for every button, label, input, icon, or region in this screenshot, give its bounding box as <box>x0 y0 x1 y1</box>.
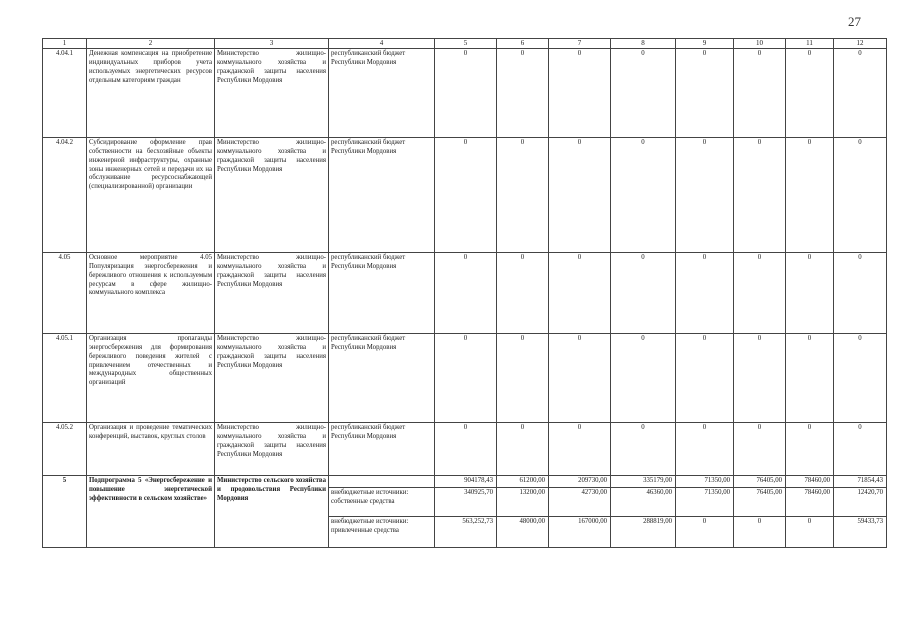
page-number: 27 <box>848 14 861 29</box>
subprogram-value: 0 <box>734 517 786 548</box>
subprogram-row-total <box>43 476 887 488</box>
subprogram-value: 13200,00 <box>497 488 549 517</box>
row-value: 0 <box>786 49 834 138</box>
subprogram-value: 42730,00 <box>549 488 611 517</box>
row-value: 0 <box>435 138 497 253</box>
column-header: 6 <box>497 39 549 49</box>
subprogram-value: 288819,00 <box>611 517 676 548</box>
row-value: 0 <box>834 49 887 138</box>
subprogram-value: 59433,73 <box>834 517 887 548</box>
column-header: 9 <box>676 39 734 49</box>
row-value: 0 <box>786 423 834 476</box>
subprogram-value: 563,252,73 <box>435 517 497 548</box>
row-value: 0 <box>611 253 676 334</box>
row-executor: Министерство жилищно-коммунального хозяйства и гражданской защиты населения Республики Мордовия <box>215 334 329 423</box>
subprogram-value: 0 <box>786 517 834 548</box>
column-header: 2 <box>87 39 215 49</box>
subprogram-value: 76405,00 <box>734 488 786 517</box>
subprogram-value: 78460,00 <box>786 476 834 488</box>
row-value: 0 <box>834 334 887 423</box>
row-source: республиканский бюджет Республики Мордовия <box>329 334 435 423</box>
row-source: республиканский бюджет Республики Мордовия <box>329 423 435 476</box>
row-value: 0 <box>611 423 676 476</box>
subprogram-value: 71350,00 <box>676 488 734 517</box>
subprogram-source <box>329 476 435 488</box>
row-code: 4.05 <box>43 253 87 334</box>
subprogram-value: 0 <box>676 517 734 548</box>
row-value: 0 <box>435 423 497 476</box>
row-value: 0 <box>786 334 834 423</box>
row-value: 0 <box>786 138 834 253</box>
subprogram-value: 71350,00 <box>676 476 734 488</box>
row-value: 0 <box>611 334 676 423</box>
column-header: 11 <box>786 39 834 49</box>
row-code: 4.05.1 <box>43 334 87 423</box>
subprogram-value: 335179,00 <box>611 476 676 488</box>
column-header: 1 <box>43 39 87 49</box>
row-name: Основное мероприятие 4.05 Популяризация энергосбережения и бережливого отношения к используемым ресурсам в сфере жилищно-коммунального комплекса <box>87 253 215 334</box>
subprogram-value: 78460,00 <box>786 488 834 517</box>
row-value: 0 <box>549 253 611 334</box>
row-value: 0 <box>676 334 734 423</box>
row-value: 0 <box>676 138 734 253</box>
column-header: 5 <box>435 39 497 49</box>
row-value: 0 <box>435 49 497 138</box>
row-executor: Министерство жилищно-коммунального хозяйства и гражданской защиты населения Республики Мордовия <box>215 49 329 138</box>
row-value: 0 <box>611 49 676 138</box>
row-value: 0 <box>497 49 549 138</box>
column-header: 8 <box>611 39 676 49</box>
row-value: 0 <box>549 138 611 253</box>
row-value: 0 <box>549 49 611 138</box>
row-name: Субсидирование оформление прав собственности на бесхозяйные объекты инженерной инфраструктуры, охранные зоны инженерных сетей и передачи их на обслуживание ресурсоснабжающей (специализированной) организации <box>87 138 215 253</box>
subprogram-name: Подпрограмма 5 «Энергосбережение и повышение энергетической эффективности в сельском хозяйстве» <box>87 476 215 548</box>
column-header: 3 <box>215 39 329 49</box>
row-value: 0 <box>834 253 887 334</box>
column-header: 12 <box>834 39 887 49</box>
row-name: Денежная компенсация на приобретение индивидуальных приборов учета используемых энергетических ресурсов отдельным категориям граждан <box>87 49 215 138</box>
subprogram-value: 48000,00 <box>497 517 549 548</box>
row-value: 0 <box>676 253 734 334</box>
row-value: 0 <box>786 253 834 334</box>
table-row <box>43 49 887 138</box>
row-value: 0 <box>497 253 549 334</box>
table-row <box>43 334 887 423</box>
row-code: 4.05.2 <box>43 423 87 476</box>
column-header: 7 <box>549 39 611 49</box>
column-header-row <box>43 39 887 49</box>
subprogram-value: 904178,43 <box>435 476 497 488</box>
table-row <box>43 423 887 476</box>
row-value: 0 <box>734 423 786 476</box>
row-executor: Министерство жилищно-коммунального хозяйства и гражданской защиты населения Республики Мордовия <box>215 138 329 253</box>
subprogram-source: внебюджетные источники: собственные средства <box>329 488 435 517</box>
row-value: 0 <box>497 334 549 423</box>
row-value: 0 <box>734 334 786 423</box>
row-value: 0 <box>676 49 734 138</box>
row-value: 0 <box>676 423 734 476</box>
table-row <box>43 253 887 334</box>
row-value: 0 <box>497 423 549 476</box>
subprogram-value: 209730,00 <box>549 476 611 488</box>
row-value: 0 <box>734 253 786 334</box>
row-value: 0 <box>734 138 786 253</box>
row-value: 0 <box>497 138 549 253</box>
subprogram-executor: Министерство сельского хозяйства и продовольствия Республики Мордовия <box>215 476 329 548</box>
subprogram-value: 71854,43 <box>834 476 887 488</box>
row-value: 0 <box>435 334 497 423</box>
row-source: республиканский бюджет Республики Мордовия <box>329 253 435 334</box>
subprogram-value: 340925,70 <box>435 488 497 517</box>
row-executor: Министерство жилищно-коммунального хозяйства и гражданской защиты населения Республики Мордовия <box>215 253 329 334</box>
row-value: 0 <box>549 423 611 476</box>
subprogram-value: 12420,70 <box>834 488 887 517</box>
row-executor: Министерство жилищно-коммунального хозяйства и гражданской защиты населения Республики Мордовия <box>215 423 329 476</box>
column-header: 10 <box>734 39 786 49</box>
row-source: республиканский бюджет Республики Мордовия <box>329 49 435 138</box>
row-value: 0 <box>435 253 497 334</box>
table-row <box>43 138 887 253</box>
row-source: республиканский бюджет Республики Мордовия <box>329 138 435 253</box>
row-value: 0 <box>734 49 786 138</box>
subprogram-value: 167000,00 <box>549 517 611 548</box>
row-name: Организация и проведение тематических конференций, выставок, круглых столов <box>87 423 215 476</box>
row-code: 4.04.1 <box>43 49 87 138</box>
subprogram-value: 46360,00 <box>611 488 676 517</box>
row-value: 0 <box>834 138 887 253</box>
row-value: 0 <box>549 334 611 423</box>
budget-table <box>42 38 887 548</box>
row-value: 0 <box>611 138 676 253</box>
row-code: 4.04.2 <box>43 138 87 253</box>
row-name: Организация пропаганды энергосбережения для формирования бережливого поведения жителей с привлечением отечественных и международных общественных организаций <box>87 334 215 423</box>
subprogram-code: 5 <box>43 476 87 548</box>
row-value: 0 <box>834 423 887 476</box>
subprogram-value: 61200,00 <box>497 476 549 488</box>
subprogram-source: внебюджетные источники: привлеченные средства <box>329 517 435 548</box>
column-header: 4 <box>329 39 435 49</box>
subprogram-value: 76405,00 <box>734 476 786 488</box>
